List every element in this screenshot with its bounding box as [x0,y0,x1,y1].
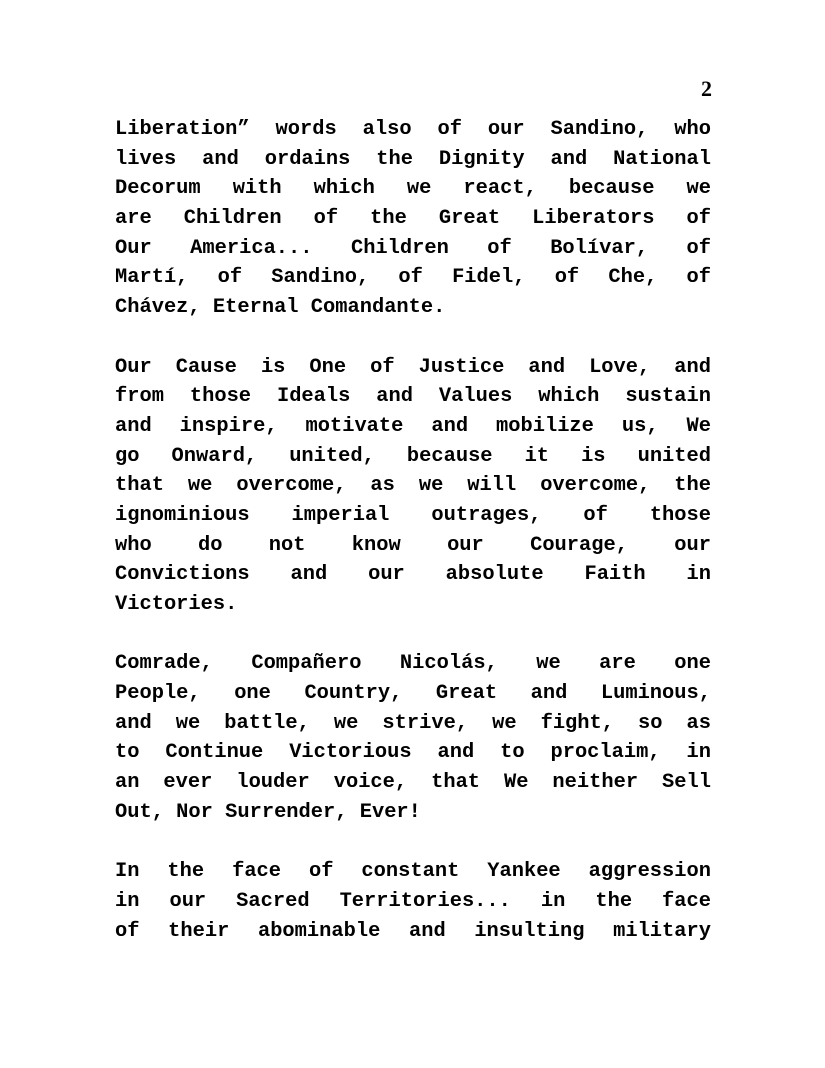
paragraph-4 [115,857,711,946]
text-line: an ever louder voice, that We neither Sell [115,771,711,795]
text-line: Our Cause is One of Justice and Love, and [115,355,711,379]
text-line: People, one Country, Great and Luminous, [115,682,711,706]
text-line: Victories. [115,593,238,616]
text-line: who do not know our Courage, our [115,533,711,557]
text-line: of their abominable and insulting military [115,919,711,943]
text-line: Chávez, Eternal Comandante. [115,296,446,320]
text-line: to Continue Victorious and to proclaim, in [115,741,711,765]
paragraph-gap [115,620,711,650]
text-line: Martí, of Sandino, of Fidel, of Che, of [115,266,711,290]
text-line: In the face of constant Yankee aggression [115,860,711,884]
page-number: 2 [701,76,712,101]
text-line: that we overcome, as we will overcome, the [115,474,711,498]
paragraph-gap [115,828,711,858]
text-line: ignominious imperial outrages, of those [115,503,711,527]
text-line: Liberation” words also of our Sandino, who [115,118,711,141]
text-line: Out, Nor Surrender, Ever! [115,800,421,824]
text-line: and inspire, motivate and mobilize us, We [115,414,711,438]
text-line: from those Ideals and Values which sustain [115,385,711,409]
paragraph-1 [115,115,711,323]
text-line: Comrade, Compañero Nicolás, we are one [115,652,711,676]
paragraph-3 [115,649,711,827]
body-text [115,115,711,946]
text-line: Convictions and our absolute Faith in [115,563,711,587]
text-line: go Onward, united, because it is united [115,444,711,468]
paragraph-2 [115,353,711,620]
text-line: and we battle, we strive, we fight, so as [115,711,711,735]
text-line: lives and ordains the Dignity and National [115,147,711,171]
text-line: Our America... Children of Bolívar, of [115,236,711,260]
paragraph-gap [115,323,711,353]
text-line: are Children of the Great Liberators of [115,207,711,231]
text-line: in our Sacred Territories... in the face [115,889,711,913]
text-line: Decorum with which we react, because we [115,177,711,201]
